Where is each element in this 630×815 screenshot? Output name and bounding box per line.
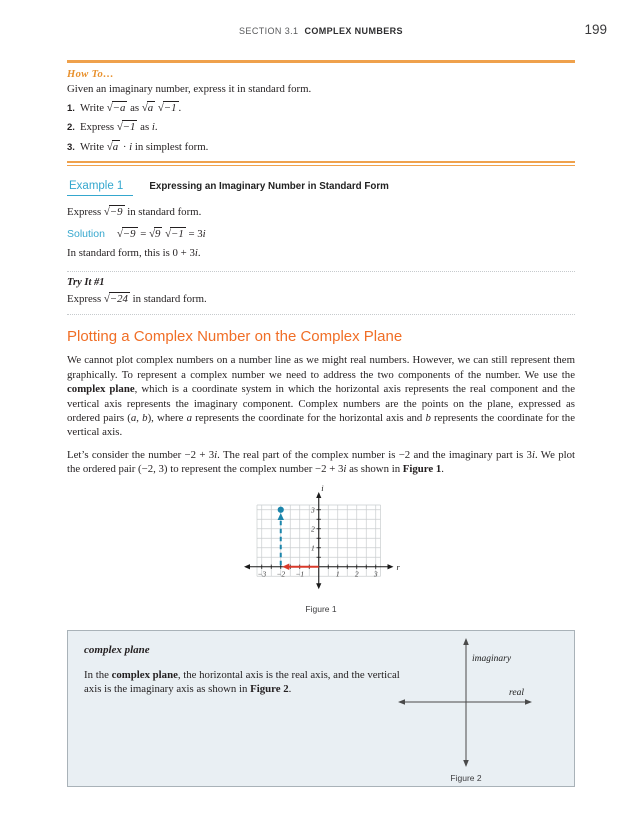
- svg-text:3: 3: [310, 505, 315, 515]
- example-solution: [67, 227, 575, 240]
- section-heading: Plotting a Complex Number on the Complex Plane: [67, 328, 403, 346]
- solution-math: √−9 = √9 √−1 = 3i: [116, 227, 206, 240]
- example-conclusion: In standard form, this is 0 + 3i.: [67, 247, 201, 260]
- try-it-box: [67, 271, 575, 315]
- svg-text:i: i: [320, 482, 324, 493]
- step-number: 1.: [67, 103, 75, 114]
- how-to-step: [67, 120, 575, 133]
- step-number: 3.: [67, 141, 75, 153]
- definition-box: [67, 630, 575, 787]
- how-to-label: How To…: [67, 69, 115, 80]
- svg-text:real: real: [509, 687, 524, 698]
- paragraph-2: Let’s consider the number −2 + 3i. The real part of the complex number is −2 and the imaginary part is 3i. We plot the ordered pair (−2, 3) to represent the complex number −2 + 3i as shown in Figure 1.: [67, 448, 575, 476]
- page-content: [67, 0, 575, 787]
- section-number: SECTION 3.1: [239, 26, 299, 36]
- step-text: Express √−1 as i.: [79, 121, 158, 134]
- svg-text:−1: −1: [294, 568, 304, 578]
- svg-text:1: 1: [310, 543, 315, 553]
- step-number: 2.: [67, 122, 75, 134]
- how-to-step: [67, 101, 575, 114]
- svg-text:Figure 2: Figure 2: [450, 772, 482, 783]
- example-label: Example 1: [67, 180, 133, 196]
- definition-body: In the complex plane, the horizontal axis is the real axis, and the vertical axis is the imaginary axis as shown in Figure 2.: [84, 668, 400, 696]
- svg-text:−2: −2: [275, 568, 285, 578]
- solution-label: Solution: [67, 227, 105, 240]
- svg-text:1: 1: [335, 568, 340, 578]
- svg-text:3: 3: [373, 568, 378, 578]
- page-number: 199: [584, 22, 607, 37]
- figure1: [67, 483, 575, 614]
- try-it-label: Try It #1: [67, 277, 105, 289]
- svg-text:r: r: [396, 561, 400, 572]
- figure1-plot: [240, 483, 403, 598]
- section-title: COMPLEX NUMBERS: [304, 26, 403, 36]
- how-to-intro: Given an imaginary number, express it in standard form.: [67, 83, 312, 95]
- example-title: Expressing an Imaginary Number in Standard Form: [149, 181, 389, 193]
- svg-text:2: 2: [354, 568, 359, 578]
- svg-text:−3: −3: [256, 568, 266, 578]
- how-to-box: [67, 69, 575, 166]
- orange-rule-double: [67, 161, 575, 166]
- orange-rule-top: [67, 60, 575, 63]
- paragraph-1: We cannot plot complex numbers on a number line as we might real numbers. However, we can still represent them graphically. To represent a complex number we need to address the two components of the number. We use the complex plane, which is a coordinate system in which the horizontal axis represents the real component and the vertical axis represents the imaginary component. Complex numbers are the points on the plane, expressed as ordered pairs (a, b), where a represents the coordinate for the horizontal axis and b represents the coordinate for the vertical axis.: [67, 354, 575, 439]
- svg-text:2: 2: [310, 524, 315, 534]
- figure1-caption: Figure 1: [305, 603, 337, 614]
- figure2-plot: [374, 635, 564, 785]
- definition-title: complex plane: [84, 643, 150, 656]
- example-prompt: Express √−9 in standard form.: [67, 206, 202, 219]
- step-text: Write √a · i in simplest form.: [79, 140, 209, 153]
- example-box: [67, 180, 575, 259]
- svg-text:imaginary: imaginary: [472, 653, 512, 664]
- dotted-rule: [67, 314, 575, 315]
- try-it-prompt: Express √−24 in standard form.: [67, 293, 207, 306]
- step-text: Write √−a as √a √−1 .: [79, 102, 182, 114]
- how-to-step: [67, 140, 575, 153]
